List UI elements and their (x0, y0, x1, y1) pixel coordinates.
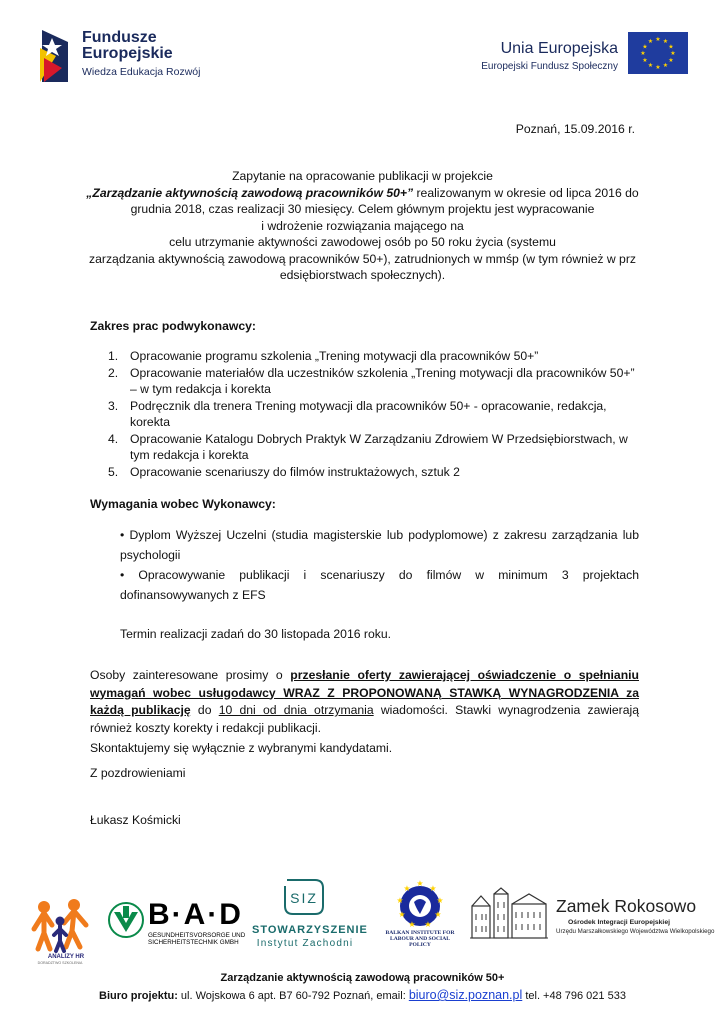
fe-logo-line1: Fundusze (82, 29, 157, 46)
svg-text:★: ★ (647, 62, 654, 69)
fe-star-icon (38, 28, 76, 84)
siz-logo (252, 876, 368, 956)
svg-text:★: ★ (642, 57, 648, 64)
footer-phone: tel. +48 796 021 533 (522, 990, 626, 1002)
bad-line1: GESUNDHEITSVORSORGE UND (148, 932, 246, 939)
footer-project-title: Zarządzanie aktywnością zawodową pracowników 50+ (220, 972, 505, 984)
analizy-sub: DORADZTWO SZKOLENIA (37, 961, 83, 965)
bad-line2: SICHERHEITSTECHNIK GMBH (148, 939, 239, 946)
document-date: Poznań, 15.09.2016 r. (515, 122, 635, 136)
svg-text:★: ★ (655, 36, 661, 43)
requirement-item: • Dyplom Wyższej Uczelni (studia magisterskie lub podyplomowe) z zakresu zarządzania lub psychologii (120, 528, 639, 562)
intro-line: edsiębiorstwach społecznych). (279, 268, 446, 282)
bad-shield-icon (108, 902, 144, 938)
unia-europejska-logo (480, 32, 688, 82)
scope-heading: Zakres prac podwykonawcy: (90, 319, 256, 333)
intro-line: i wdrożenie rozwiązania mającego na (261, 218, 464, 233)
siz-mark-icon (281, 876, 327, 918)
footer-contact-line (0, 988, 725, 1002)
closing-regards: Z pozdrowieniami (90, 766, 186, 780)
eu-flag-icon (628, 32, 688, 74)
fundusze-europejskie-logo (38, 26, 208, 86)
zamek-name: Zamek Rokosowo (556, 896, 697, 916)
fe-logo-line3: Wiedza Edukacja Rozwój (82, 66, 201, 78)
intro-line: „Zarządzanie aktywnością zawodową pracowników 50+” realizowanym w okresie od lipca 2016 do (86, 185, 639, 200)
svg-text:★: ★ (670, 50, 676, 57)
svg-text:★: ★ (424, 920, 432, 929)
zamek-rokosowo-logo (468, 886, 715, 946)
list-item: 5. Opracowanie scenariuszy do filmów instruktażowych, sztuk 2 (108, 464, 460, 479)
svg-text:★: ★ (416, 880, 424, 888)
analizy-name: ANALIZY HR (47, 954, 85, 960)
list-item: 1. Opracowanie programu szkolenia „Trening motywacji dla pracowników 50+” (108, 349, 539, 363)
intro-line: grudnia 2018, czas realizacji 30 miesięcy. Celem głównym projektu jest wypracowanie (130, 202, 595, 216)
footer-label: Biuro projektu: (99, 990, 178, 1002)
fe-logo-line2: Europejskie (82, 45, 173, 62)
email-link[interactable]: biuro@siz.poznan.pl (408, 988, 523, 1002)
svg-text:★: ★ (429, 884, 437, 893)
svg-text:★: ★ (398, 910, 406, 919)
list-item: 2. Opracowanie materiałów dla uczestników szkolenia „Trening motywacji dla pracowników 50+” – w tym redakcja i korekta (108, 365, 635, 396)
intro-line: zarządzania aktywnością zawodową pracowników 50+), zatrudnionych w mmśp (w tym również w prz (89, 251, 636, 266)
svg-text:★: ★ (647, 38, 654, 45)
siz-mark-text: SIZ (290, 890, 318, 906)
siz-line1: STOWARZYSZENIE (252, 924, 368, 936)
ue-logo-subtitle: Europejski Fundusz Społeczny (481, 61, 618, 72)
project-name: „Zarządzanie aktywnością zawodową pracowników 50+” (86, 185, 414, 200)
intro-line: Zapytanie na opracowanie publikacji w projekcie (232, 169, 493, 183)
balkan-text: BALKAN INSTITUTE FOR LABOUR AND SOCIAL POLICY (385, 930, 455, 949)
footer-address: ul. Wojskowa 6 apt. B7 60-792 Poznań, email: (177, 990, 409, 1002)
contact-note: Skontaktujemy się wyłącznie z wybranymi kandydatami. (90, 741, 393, 755)
offer-paragraph: Osoby zainteresowane prosimy o przesłanie oferty zawierającej oświadczenie o spełnianiu wymagań wobec usługodawcy WRAZ Z PROPONOWANĄ STAWKĄ WYNAGRODZENIA za każdą publikację do 10 dni od dnia otrzymania wiadomości. Stawki wynagrodzenia zawierają również koszty korekty i redakcji publikacji. (90, 668, 639, 735)
siz-line2: Instytut Zachodni (256, 938, 354, 949)
svg-text:★: ★ (408, 920, 416, 929)
list-item: 3. Podręcznik dla trenera Trening motywacji dla pracowników 50+ - opracowanie, redakcja, korekta (108, 398, 607, 429)
intro-paragraph (70, 168, 655, 284)
analizy-hr-logo (30, 895, 92, 965)
balkan-stars-icon (394, 880, 446, 930)
svg-text:★: ★ (668, 57, 674, 64)
ue-logo-title: Unia Europejska (500, 40, 618, 57)
svg-text:★: ★ (396, 896, 404, 905)
svg-text:★: ★ (403, 884, 411, 893)
svg-text:★: ★ (642, 43, 648, 51)
list-item: 4. Opracowanie Katalogu Dobrych Praktyk W Zarządzaniu Zdrowiem W Przedsiębiorstwach, w tym redakcja i korekta (108, 431, 628, 462)
signature: Łukasz Kośmicki (90, 813, 181, 827)
zamek-line2: Urzędu Marszałkowskiego Województwa Wielkopolskiego (556, 928, 715, 935)
svg-text:★: ★ (668, 43, 674, 51)
intro-line: celu utrzymanie aktywności zawodowej osób po 50 roku życia (systemu (169, 235, 556, 249)
svg-text:★: ★ (640, 50, 646, 57)
svg-text:★: ★ (434, 910, 442, 919)
people-icon (30, 895, 92, 965)
svg-text:★: ★ (436, 896, 444, 905)
balkan-institute-logo (384, 880, 456, 960)
svg-text:★: ★ (662, 62, 669, 69)
bad-name: B·A·D (148, 898, 243, 931)
svg-text:★: ★ (655, 64, 661, 71)
scope-list (108, 348, 638, 480)
requirement-item: • Opracowywanie publikacji i scenariuszy do filmów w minimum 3 projektach dofinansowywanych z EFS (120, 568, 639, 602)
zamek-line1: Ośrodek Integracji Europejskiej (568, 919, 670, 926)
deadline-text: Termin realizacji zadań do 30 listopada 2016 roku. (120, 627, 391, 641)
requirements-heading: Wymagania wobec Wykonawcy: (90, 497, 276, 511)
bad-logo (108, 898, 246, 948)
svg-text:★: ★ (662, 38, 669, 45)
castle-icon (468, 886, 550, 940)
